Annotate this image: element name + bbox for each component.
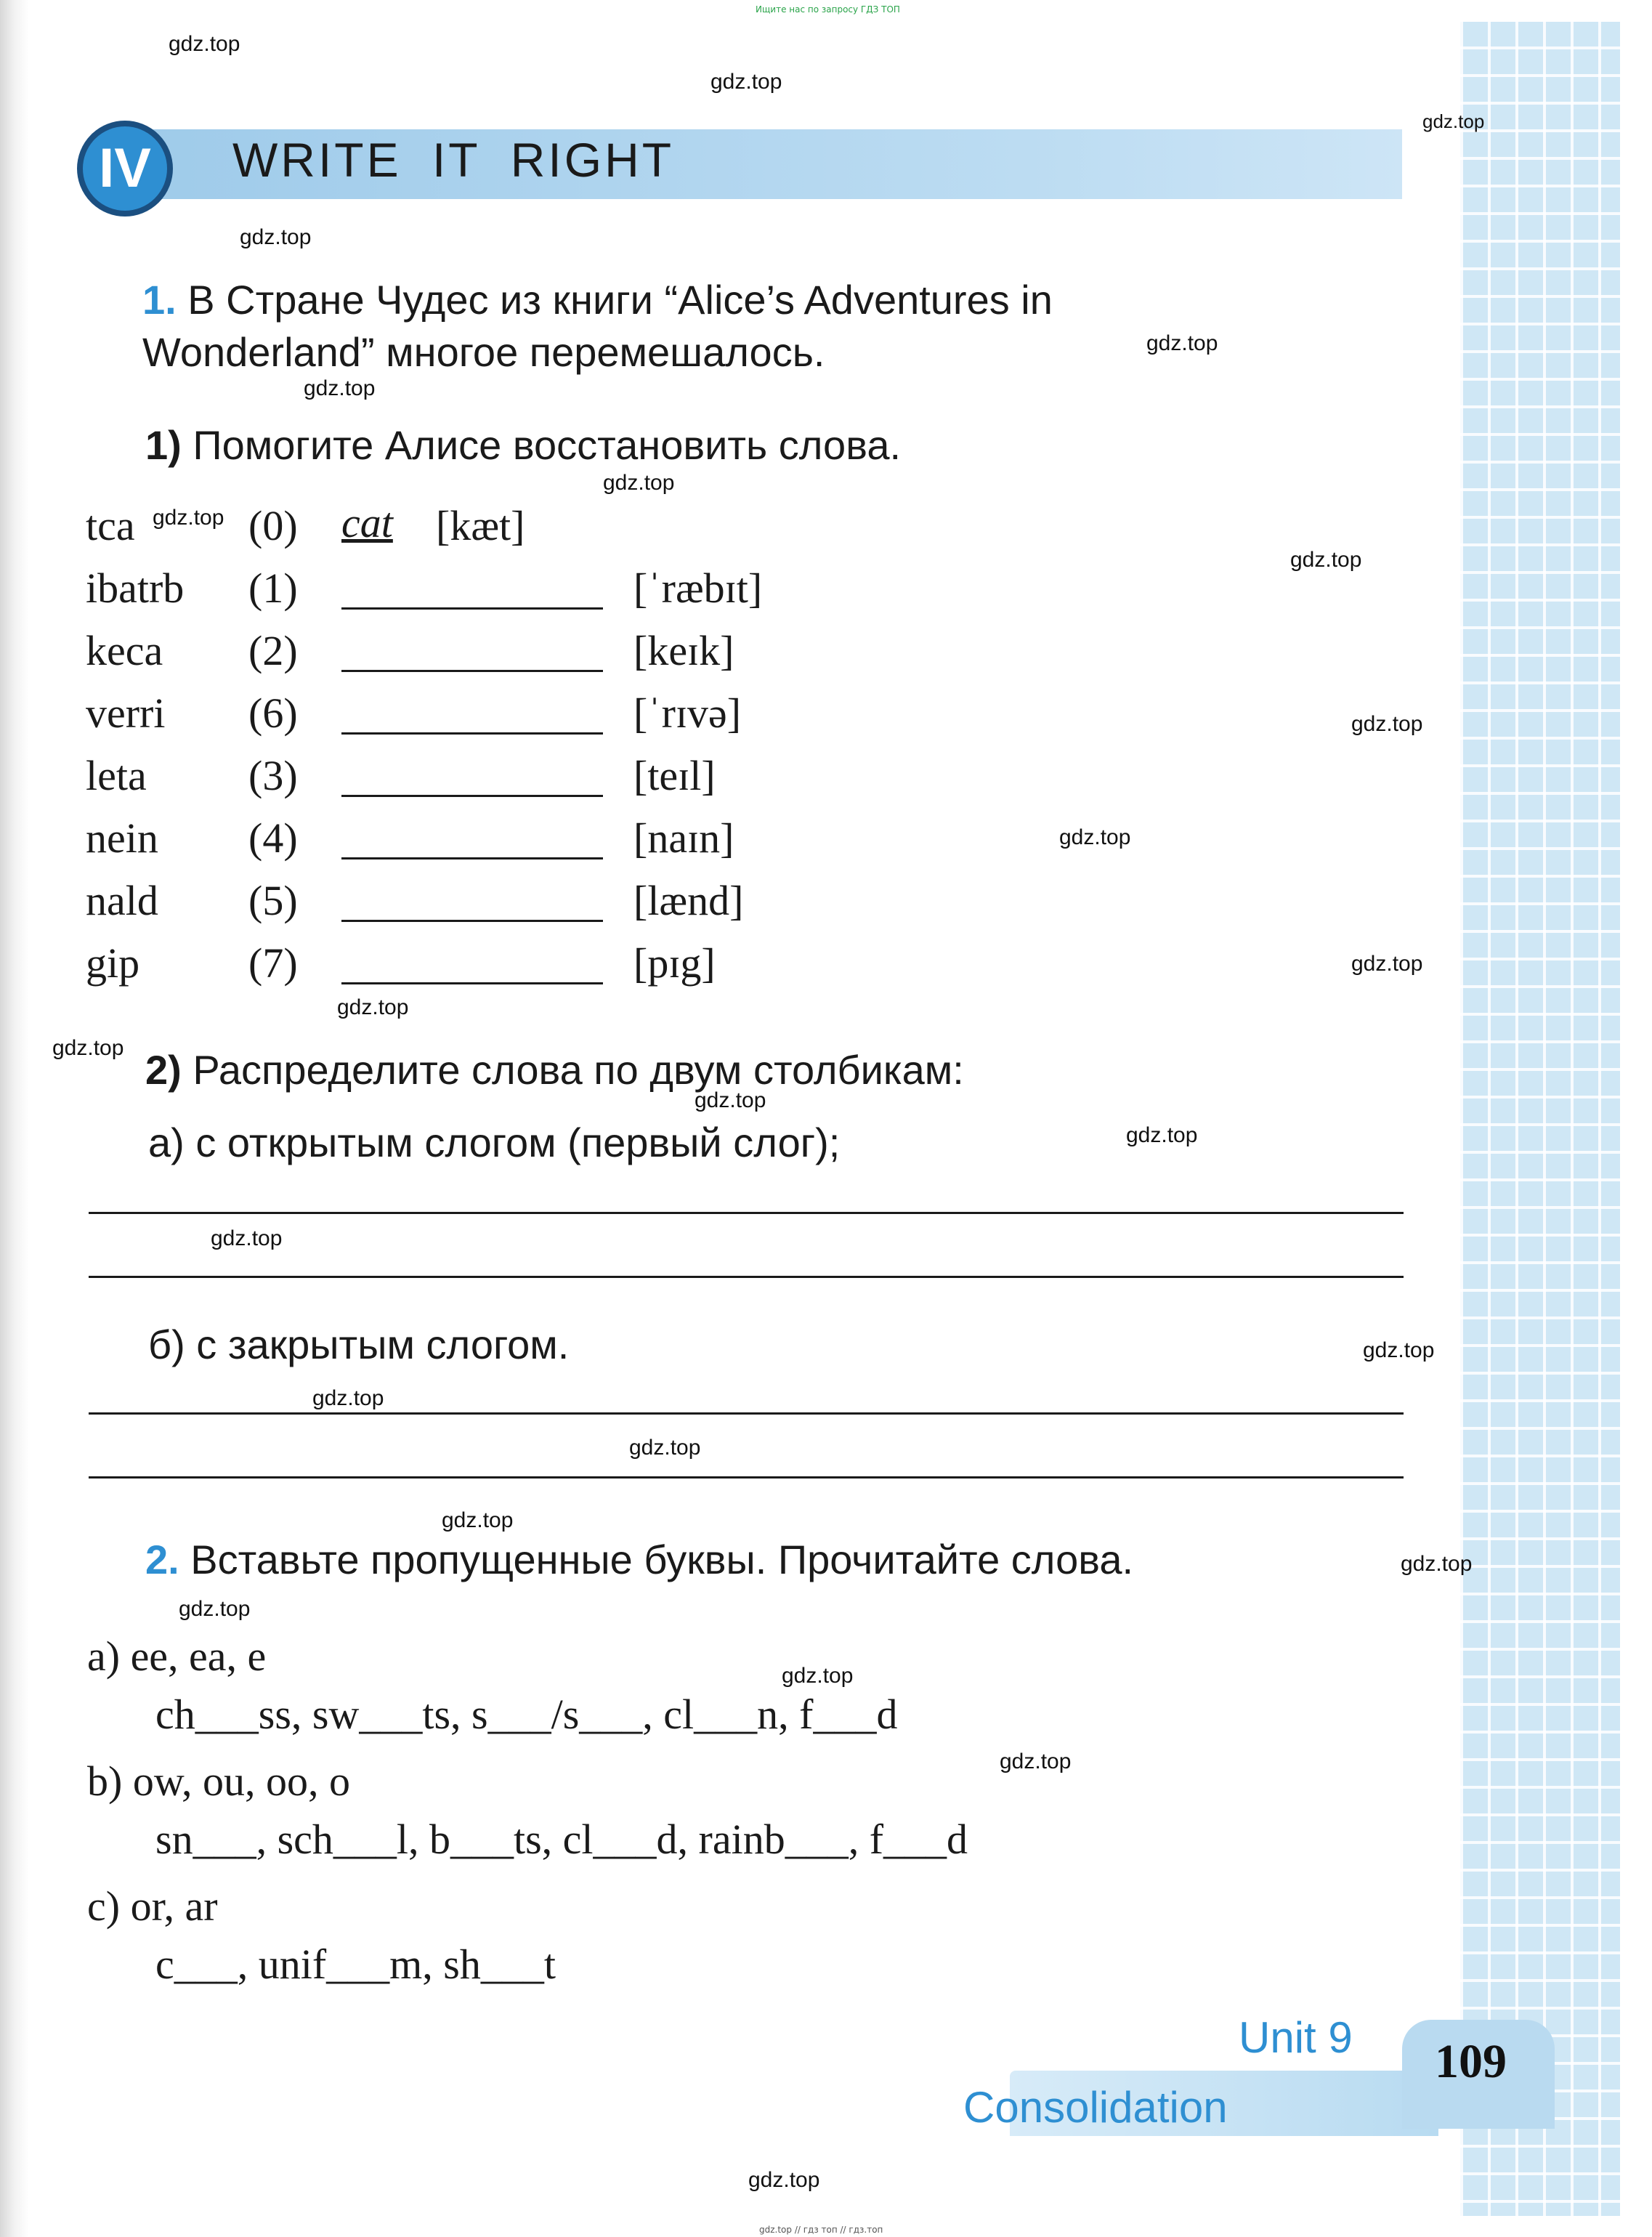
watermark: gdz.top: [1000, 1749, 1072, 1773]
task1-intro-text1: В Стране Чудес из книги “Alice’s Adventures in: [187, 277, 1053, 323]
page-number: 109: [1435, 2035, 1507, 2088]
group-words: ch___ss, sw___ts, s___/s___, cl___n, f___d: [155, 1691, 898, 1738]
task2-number: 2.: [145, 1537, 179, 1582]
watermark: gdz.top: [1351, 952, 1423, 976]
sub2-option-b: б) с закрытым слогом.: [148, 1322, 570, 1367]
sub1-number: 1): [145, 422, 182, 468]
letter-group: [87, 1882, 218, 1930]
watermark: gdz.top: [1126, 1123, 1198, 1147]
word-index: (0): [248, 502, 298, 549]
watermark: gdz.top: [1146, 331, 1218, 355]
unit-label: Unit 9: [1239, 2013, 1353, 2062]
group-letters: ow, ou, oo, o: [132, 1757, 350, 1805]
word-index: (1): [248, 565, 298, 612]
group-label: c): [87, 1882, 121, 1930]
section-label: Consolidation: [963, 2083, 1228, 2132]
section-title: WRITE IT RIGHT: [232, 133, 675, 187]
group-label: a): [87, 1633, 121, 1680]
watermark: gdz.top: [1401, 1552, 1473, 1576]
answer-blank[interactable]: [341, 920, 603, 922]
letter-group: [87, 1757, 350, 1805]
watermark: gdz.top: [337, 995, 409, 1019]
watermark: gdz.top: [1290, 548, 1362, 572]
transcription: [naɪn]: [633, 814, 734, 862]
watermark: gdz.top: [1363, 1338, 1435, 1362]
letter-group: [87, 1632, 266, 1680]
watermark: gdz.top: [603, 471, 675, 495]
watermark: gdz.top: [179, 1597, 251, 1621]
scrambled-word: verri: [86, 689, 166, 737]
watermark: gdz.top: [312, 1386, 384, 1410]
group-letters: or, ar: [130, 1882, 218, 1930]
task2-text: Вставьте пропущенные буквы. Прочитайте слова.: [190, 1537, 1134, 1582]
word-index: (5): [248, 877, 298, 924]
watermark: gdz.top: [169, 32, 240, 56]
scrambled-word: leta: [86, 752, 147, 799]
watermark: gdz.top: [1422, 110, 1485, 132]
scrambled-word: keca: [86, 627, 163, 674]
watermark: gdz.top: [710, 70, 782, 94]
answer-line[interactable]: [89, 1276, 1404, 1278]
answer-blank[interactable]: [341, 982, 603, 984]
sub2-text: Распределите слова по двум столбикам:: [193, 1047, 964, 1093]
transcription: [ˈrɪvə]: [633, 689, 742, 737]
word-index: (4): [248, 814, 298, 862]
watermark: gdz.top: [240, 225, 312, 249]
answer-line[interactable]: [89, 1476, 1404, 1478]
transcription: [pɪg]: [633, 939, 716, 987]
watermark: gdz.top: [782, 1664, 854, 1688]
watermark: gdz.top: [211, 1226, 283, 1250]
task1-sub1: [145, 421, 901, 469]
watermark: gdz.top: [52, 1036, 124, 1060]
scrambled-word: gip: [86, 939, 140, 987]
example-answer: cat: [341, 499, 393, 546]
group-words: sn___, sch___l, b___ts, cl___d, rainb___, f___d: [155, 1816, 968, 1863]
task2-header: [145, 1536, 1133, 1583]
transcription: [keɪk]: [633, 627, 734, 674]
transcription: [lænd]: [633, 877, 744, 924]
scrambled-word: nald: [86, 877, 158, 924]
watermark: gdz.top: [442, 1508, 514, 1532]
transcription: [kæt]: [436, 502, 525, 549]
section-number-badge: IV: [77, 121, 173, 217]
watermark: gdz.top: [748, 2168, 820, 2192]
answer-line[interactable]: [89, 1412, 1404, 1415]
sub1-text: Помогите Алисе восстановить слова.: [193, 422, 902, 468]
answer-blank[interactable]: [341, 607, 603, 610]
bottom-note: gdz.top // гдз топ // гдз.топ: [759, 2225, 883, 2235]
word-index: (2): [248, 627, 298, 674]
top-note: Ищите нас по запросу ГДЗ ТОП: [756, 4, 900, 15]
answer-line[interactable]: [89, 1212, 1404, 1214]
transcription: [ˈræbɪt]: [633, 565, 763, 612]
group-letters: ee, ea, e: [130, 1633, 267, 1680]
task1-intro-line2: Wonderland” многое перемешалось.: [142, 329, 825, 375]
watermark: gdz.top: [153, 506, 224, 530]
sub2-option-a: а) с открытым слогом (первый слог);: [148, 1120, 841, 1165]
watermark: gdz.top: [304, 376, 376, 400]
task1-sub2: [145, 1046, 964, 1093]
word-index: (3): [248, 752, 298, 799]
word-index: (6): [248, 689, 298, 737]
group-words: c___, unif___m, sh___t: [155, 1941, 556, 1988]
watermark: gdz.top: [629, 1436, 701, 1460]
transcription: [teɪl]: [633, 752, 716, 799]
task1-number: 1.: [142, 277, 177, 323]
answer-blank[interactable]: [341, 857, 603, 859]
answer-blank[interactable]: [341, 795, 603, 797]
answer-blank[interactable]: [341, 732, 603, 735]
answer-blank[interactable]: [341, 670, 603, 672]
watermark: gdz.top: [695, 1088, 766, 1112]
watermark: gdz.top: [1059, 825, 1131, 849]
scrambled-word: nein: [86, 814, 158, 862]
watermark: gdz.top: [1351, 712, 1423, 736]
scrambled-word: ibatrb: [86, 565, 185, 612]
sub2-number: 2): [145, 1047, 182, 1093]
decorative-grid-strip: [1460, 22, 1620, 2216]
scrambled-word: tca: [86, 502, 135, 549]
word-index: (7): [248, 939, 298, 987]
group-label: b): [87, 1757, 123, 1805]
task1-intro-line1: [142, 276, 1053, 323]
